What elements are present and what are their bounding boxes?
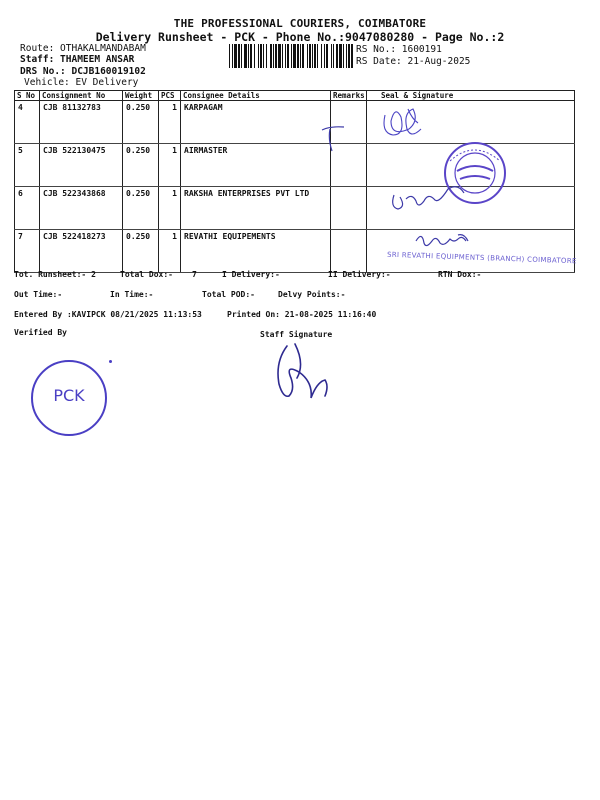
- barcode-bar: [331, 44, 332, 68]
- barcode-bar: [232, 44, 233, 68]
- entered-by: Entered By :KAVIPCK 08/21/2025 11:13:53: [14, 310, 202, 319]
- barcode-bar: [234, 44, 237, 68]
- in-time: In Time:-: [110, 290, 154, 299]
- barcode-bar: [307, 44, 308, 68]
- cell-remarks: [331, 144, 367, 187]
- barcode-bar: [238, 44, 240, 68]
- table-row: [15, 230, 575, 273]
- barcode-bar: [346, 44, 347, 68]
- total-pod: Total POD:-: [202, 290, 255, 299]
- table-header-row: [15, 91, 575, 101]
- staff-signature-label: Staff Signature: [260, 330, 333, 339]
- barcode-bar: [254, 44, 255, 68]
- out-time: Out Time:-: [14, 290, 63, 299]
- barcode-bar: [282, 44, 283, 68]
- barcode-bar: [260, 44, 262, 68]
- col-header-consignment: Consignment No: [40, 91, 123, 101]
- barcode-bar: [339, 44, 342, 68]
- barcode-bar: [266, 44, 267, 68]
- barcode-bar: [263, 44, 264, 68]
- barcode-bar: [250, 44, 252, 68]
- col-header-weight: Weight: [123, 91, 159, 101]
- barcode-bar: [248, 44, 249, 68]
- cell-consignment: CJB 81132783: [40, 101, 123, 144]
- table-row: [15, 187, 575, 230]
- barcode-bar: [275, 44, 277, 68]
- cell-weight: 0.250: [123, 230, 159, 273]
- route-label: Route: OTHAKALMANDABAM: [20, 43, 146, 54]
- barcode-bar: [324, 44, 325, 68]
- barcode-bar: [333, 44, 334, 68]
- barcode-bar: [314, 44, 316, 68]
- cell-remarks: [331, 187, 367, 230]
- barcode-bar: [300, 44, 301, 68]
- barcode-bar: [241, 44, 242, 68]
- barcode-bar: [270, 44, 272, 68]
- barcode-bar: [297, 44, 299, 68]
- col-header-pcs: PCS: [159, 91, 181, 101]
- barcode-bar: [343, 44, 344, 68]
- cell-consignment: CJB 522130475: [40, 144, 123, 187]
- col-header-consignee: Consignee Details: [181, 91, 331, 101]
- cell-pcs: 1: [159, 187, 181, 230]
- vehicle-label: Vehicle: EV Delivery: [24, 77, 139, 88]
- runsheet-subtitle: Delivery Runsheet - PCK - Phone No.:9047080280 - Page No.:2: [95, 30, 505, 44]
- table-row: [15, 101, 575, 144]
- cell-consignee: REVATHI EQUIPEMENTS: [181, 230, 331, 273]
- rs-number: RS No.: 1600191: [356, 44, 442, 55]
- barcode-bar: [317, 44, 318, 68]
- cell-consignee: AIRMASTER: [181, 144, 331, 187]
- staff-signature: [265, 340, 345, 410]
- total-dox-value: 7: [192, 270, 197, 279]
- cell-remarks: [331, 101, 367, 144]
- barcode-bar: [291, 44, 292, 68]
- cell-weight: 0.250: [123, 187, 159, 230]
- cell-consignee: RAKSHA ENTERPRISES PVT LTD: [181, 187, 331, 230]
- runsheet-table: [14, 90, 575, 273]
- cell-seal: [367, 101, 575, 144]
- cell-consignment: CJB 522418273: [40, 230, 123, 273]
- pck-stamp: [31, 360, 107, 436]
- cell-pcs: 1: [159, 230, 181, 273]
- cell-sno: 7: [15, 230, 40, 273]
- drs-label: DRS No.: DCJB160019102: [20, 66, 146, 77]
- company-title: THE PROFESSIONAL COURIERS, COIMBATORE: [173, 17, 427, 30]
- barcode-bar: [351, 44, 353, 68]
- printed-on: Printed On: 21-08-2025 11:16:40: [227, 310, 377, 319]
- cell-pcs: 1: [159, 101, 181, 144]
- barcode-bar: [273, 44, 274, 68]
- barcode-bar: [293, 44, 296, 68]
- cell-consignee: KARPAGAM: [181, 101, 331, 144]
- ink-dot: [109, 360, 112, 363]
- tot-runsheet: Tot. Runsheet:- 2: [14, 270, 96, 279]
- col-header-seal: Seal & Signature: [367, 91, 575, 101]
- barcode-bar: [258, 44, 259, 68]
- barcode-bar: [244, 44, 247, 68]
- barcode-bar: [287, 44, 289, 68]
- delvy-points: Delvy Points:-: [278, 290, 346, 299]
- i-delivery: I Delivery:-: [222, 270, 280, 279]
- staff-label: Staff: THAMEEM ANSAR: [20, 54, 135, 65]
- cell-weight: 0.250: [123, 144, 159, 187]
- cell-pcs: 1: [159, 144, 181, 187]
- cell-seal: [367, 187, 575, 230]
- cell-weight: 0.250: [123, 101, 159, 144]
- ii-delivery: II Delivery:-: [328, 270, 391, 279]
- barcode-bar: [326, 44, 328, 68]
- cell-remarks: [331, 230, 367, 273]
- cell-sno: 6: [15, 187, 40, 230]
- barcode-bar: [285, 44, 286, 68]
- rs-date: RS Date: 21-Aug-2025: [356, 56, 471, 67]
- seal-stamp-text: SRI REVATHI EQUIPMENTS (BRANCH) COIMBATORE: [386, 250, 577, 266]
- barcode-bar: [309, 44, 311, 68]
- rtn-dox: RTN Dox:-: [438, 270, 482, 279]
- total-dox-label: Total Dox:-: [120, 270, 173, 279]
- barcode-bar: [321, 44, 322, 68]
- barcode-bar: [312, 44, 313, 68]
- pck-stamp-text: PCK: [53, 386, 85, 405]
- barcode-bar: [348, 44, 350, 68]
- barcode: [229, 44, 353, 68]
- cell-sno: 4: [15, 101, 40, 144]
- barcode-bar: [302, 44, 304, 68]
- cell-consignment: CJB 522343868: [40, 187, 123, 230]
- table-row: [15, 144, 575, 187]
- verified-by: Verified By: [14, 328, 67, 337]
- col-header-remarks: Remarks: [331, 91, 367, 101]
- barcode-bar: [278, 44, 281, 68]
- cell-sno: 5: [15, 144, 40, 187]
- barcode-bar: [336, 44, 338, 68]
- cell-seal: [367, 144, 575, 187]
- barcode-bar: [229, 44, 230, 68]
- col-header-sno: S No: [15, 91, 40, 101]
